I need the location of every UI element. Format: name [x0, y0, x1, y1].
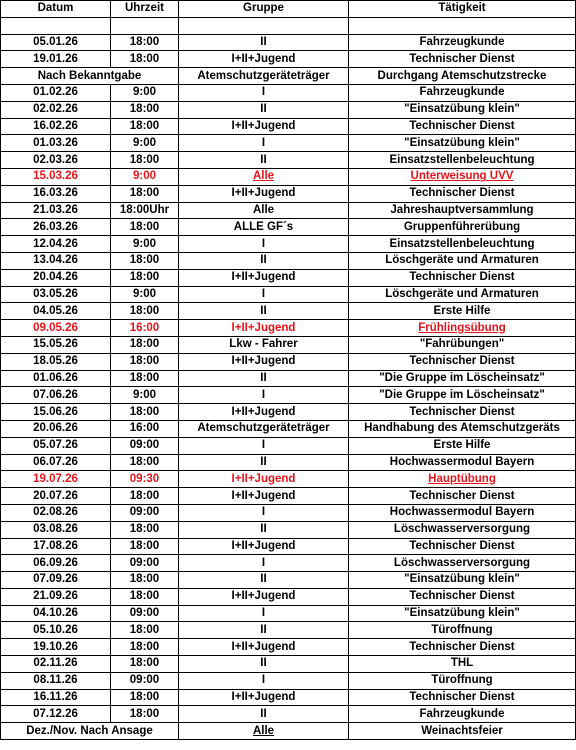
activity-cell: Gruppenführerübung [349, 219, 576, 236]
empty-cell [179, 17, 349, 34]
table-row [1, 252, 576, 269]
date-cell: 03.05.26 [1, 286, 111, 303]
date-cell: 01.03.26 [1, 135, 111, 152]
empty-cell [1, 17, 111, 34]
activity-cell: Jahreshauptversammlung [349, 202, 576, 219]
group-cell: I+II+Jugend [179, 269, 349, 286]
table-row [1, 387, 576, 404]
date-cell: 02.03.26 [1, 152, 111, 169]
date-cell: 20.07.26 [1, 488, 111, 505]
group-cell: Lkw - Fahrer [179, 336, 349, 353]
date-cell: 06.07.26 [1, 454, 111, 471]
table-row [1, 303, 576, 320]
table-row [1, 723, 576, 740]
table-row [1, 320, 576, 337]
activity-cell: Löschgeräte und Armaturen [349, 286, 576, 303]
date-cell: 15.06.26 [1, 404, 111, 421]
activity-cell: Frühlingsübung [349, 320, 576, 337]
group-cell: I+II+Jugend [179, 320, 349, 337]
group-cell: ALLE GF´s [179, 219, 349, 236]
table-row [1, 101, 576, 118]
activity-cell: Hochwassermodul Bayern [349, 454, 576, 471]
date-cell: 08.11.26 [1, 672, 111, 689]
group-cell: Atemschutzgeräteträger [179, 420, 349, 437]
date-cell: 03.08.26 [1, 521, 111, 538]
date-cell: 05.01.26 [1, 34, 111, 51]
time-cell: 18:00 [111, 252, 179, 269]
time-cell: 9:00 [111, 387, 179, 404]
activity-cell: Hochwassermodul Bayern [349, 504, 576, 521]
time-cell: 18:00 [111, 101, 179, 118]
table-row [1, 605, 576, 622]
time-cell: 18:00 [111, 538, 179, 555]
activity-cell: "Die Gruppe im Löscheinsatz" [349, 370, 576, 387]
table-row [1, 68, 576, 85]
date-cell: 13.04.26 [1, 252, 111, 269]
time-cell: 09:00 [111, 504, 179, 521]
table-row [1, 639, 576, 656]
table-row [1, 420, 576, 437]
time-cell: 18:00 [111, 152, 179, 169]
table-row [1, 286, 576, 303]
activity-cell: Technischer Dienst [349, 269, 576, 286]
date-cell: 01.02.26 [1, 84, 111, 101]
date-cell: Dez./Nov. Nach Ansage [1, 723, 179, 740]
activity-cell: Technischer Dienst [349, 689, 576, 706]
empty-row [1, 17, 576, 34]
group-cell: I [179, 135, 349, 152]
date-cell: 20.04.26 [1, 269, 111, 286]
time-cell: 18:00 [111, 185, 179, 202]
table-row [1, 555, 576, 572]
time-cell: 18:00 [111, 336, 179, 353]
group-cell: I [179, 605, 349, 622]
activity-cell: Fahrzeugkunde [349, 706, 576, 723]
activity-cell: Durchgang Atemschutzstrecke [349, 68, 576, 85]
date-cell: 05.10.26 [1, 622, 111, 639]
activity-cell: Technischer Dienst [349, 353, 576, 370]
group-cell: I [179, 555, 349, 572]
date-cell: 02.02.26 [1, 101, 111, 118]
time-cell: 18:00 [111, 404, 179, 421]
table-row [1, 51, 576, 68]
date-cell: 21.09.26 [1, 588, 111, 605]
activity-cell: Technischer Dienst [349, 51, 576, 68]
group-cell: I+II+Jugend [179, 185, 349, 202]
activity-cell: "Einsatzübung klein" [349, 572, 576, 589]
group-cell: I+II+Jugend [179, 404, 349, 421]
group-cell: II [179, 252, 349, 269]
date-cell: 07.09.26 [1, 572, 111, 589]
table-row [1, 185, 576, 202]
date-cell: 15.05.26 [1, 336, 111, 353]
time-cell: 09:00 [111, 437, 179, 454]
time-cell: 9:00 [111, 236, 179, 253]
time-cell: 18:00 [111, 353, 179, 370]
time-cell: 18:00 [111, 303, 179, 320]
date-cell: 12.04.26 [1, 236, 111, 253]
date-cell: 16.03.26 [1, 185, 111, 202]
table-row [1, 622, 576, 639]
group-cell: I [179, 387, 349, 404]
time-cell: 18:00 [111, 269, 179, 286]
table-row [1, 672, 576, 689]
time-cell: 09:30 [111, 471, 179, 488]
table-row [1, 202, 576, 219]
activity-cell: Fahrzeugkunde [349, 34, 576, 51]
group-cell: I+II+Jugend [179, 538, 349, 555]
activity-cell: Löschwasserversorgung [349, 555, 576, 572]
group-cell: I [179, 437, 349, 454]
date-cell: Nach Bekanntgabe [1, 68, 179, 85]
header-uhrzeit: Uhrzeit [111, 1, 179, 18]
table-row [1, 236, 576, 253]
group-cell: II [179, 656, 349, 673]
table-row [1, 152, 576, 169]
group-cell: I [179, 286, 349, 303]
date-cell: 20.06.26 [1, 420, 111, 437]
activity-cell: "Die Gruppe im Löscheinsatz" [349, 387, 576, 404]
group-cell: Atemschutzgeräteträger [179, 68, 349, 85]
group-cell: I+II+Jugend [179, 471, 349, 488]
table-row [1, 336, 576, 353]
activity-cell: Technischer Dienst [349, 639, 576, 656]
activity-cell: "Einsatzübung klein" [349, 605, 576, 622]
date-cell: 19.10.26 [1, 639, 111, 656]
time-cell: 18:00Uhr [111, 202, 179, 219]
table-row [1, 706, 576, 723]
table-row [1, 488, 576, 505]
activity-cell: Erste Hilfe [349, 437, 576, 454]
activity-cell: Löschgeräte und Armaturen [349, 252, 576, 269]
date-cell: 01.06.26 [1, 370, 111, 387]
activity-cell: "Einsatzübung klein" [349, 101, 576, 118]
group-cell: I+II+Jugend [179, 588, 349, 605]
activity-cell: Löschwasserversorgung [349, 521, 576, 538]
time-cell: 09:00 [111, 672, 179, 689]
time-cell: 09:00 [111, 605, 179, 622]
time-cell: 18:00 [111, 219, 179, 236]
group-cell: I+II+Jugend [179, 51, 349, 68]
date-cell: 05.07.26 [1, 437, 111, 454]
group-cell: I [179, 504, 349, 521]
activity-cell: THL [349, 656, 576, 673]
table-row [1, 219, 576, 236]
header-taetigkeit: Tätigkeit [349, 1, 576, 18]
group-cell: II [179, 370, 349, 387]
table-row [1, 370, 576, 387]
table-row [1, 118, 576, 135]
table-row [1, 471, 576, 488]
date-cell: 04.10.26 [1, 605, 111, 622]
time-cell: 9:00 [111, 286, 179, 303]
group-cell: Alle [179, 168, 349, 185]
date-cell: 07.06.26 [1, 387, 111, 404]
table-row [1, 34, 576, 51]
time-cell: 18:00 [111, 370, 179, 387]
table-row [1, 656, 576, 673]
header-datum: Datum [1, 1, 111, 18]
table-row [1, 404, 576, 421]
activity-cell: Technischer Dienst [349, 118, 576, 135]
group-cell: II [179, 521, 349, 538]
time-cell: 16:00 [111, 320, 179, 337]
date-cell: 15.03.26 [1, 168, 111, 185]
activity-cell: Türoffnung [349, 622, 576, 639]
group-cell: II [179, 303, 349, 320]
group-cell: II [179, 34, 349, 51]
activity-cell: Fahrzeugkunde [349, 84, 576, 101]
date-cell: 16.02.26 [1, 118, 111, 135]
time-cell: 18:00 [111, 656, 179, 673]
activity-cell: Technischer Dienst [349, 404, 576, 421]
table-row [1, 84, 576, 101]
time-cell: 18:00 [111, 51, 179, 68]
activity-cell: Technischer Dienst [349, 488, 576, 505]
empty-cell [111, 17, 179, 34]
table-row [1, 538, 576, 555]
date-cell: 18.05.26 [1, 353, 111, 370]
date-cell: 02.08.26 [1, 504, 111, 521]
table-row [1, 168, 576, 185]
activity-cell: "Fahrübungen" [349, 336, 576, 353]
time-cell: 18:00 [111, 639, 179, 656]
schedule-body [1, 17, 576, 739]
table-row [1, 454, 576, 471]
header-row [1, 1, 576, 18]
group-cell: I [179, 672, 349, 689]
table-row [1, 353, 576, 370]
time-cell: 18:00 [111, 689, 179, 706]
group-cell: II [179, 622, 349, 639]
date-cell: 16.11.26 [1, 689, 111, 706]
date-cell: 26.03.26 [1, 219, 111, 236]
group-cell: I+II+Jugend [179, 639, 349, 656]
time-cell: 18:00 [111, 454, 179, 471]
table-row [1, 135, 576, 152]
header-gruppe: Gruppe [179, 1, 349, 18]
time-cell: 18:00 [111, 488, 179, 505]
empty-cell [349, 17, 576, 34]
activity-cell: Unterweisung UVV [349, 168, 576, 185]
activity-cell: Technischer Dienst [349, 185, 576, 202]
table-row [1, 521, 576, 538]
activity-cell: Weinachtsfeier [349, 723, 576, 740]
table-row [1, 269, 576, 286]
time-cell: 18:00 [111, 622, 179, 639]
group-cell: II [179, 572, 349, 589]
activity-cell: Handhabung des Atemschutzgeräts [349, 420, 576, 437]
activity-cell: Türoffnung [349, 672, 576, 689]
time-cell: 09:00 [111, 555, 179, 572]
table-row [1, 572, 576, 589]
time-cell: 18:00 [111, 706, 179, 723]
date-cell: 02.11.26 [1, 656, 111, 673]
time-cell: 18:00 [111, 34, 179, 51]
group-cell: I+II+Jugend [179, 353, 349, 370]
activity-cell: Hauptübung [349, 471, 576, 488]
group-cell: II [179, 454, 349, 471]
date-cell: 09.05.26 [1, 320, 111, 337]
date-cell: 07.12.26 [1, 706, 111, 723]
date-cell: 21.03.26 [1, 202, 111, 219]
table-row [1, 588, 576, 605]
activity-cell: Technischer Dienst [349, 588, 576, 605]
activity-cell: "Einsatzübung klein" [349, 135, 576, 152]
time-cell: 9:00 [111, 168, 179, 185]
table-row [1, 504, 576, 521]
time-cell: 16:00 [111, 420, 179, 437]
date-cell: 19.07.26 [1, 471, 111, 488]
activity-cell: Einsatzstellenbeleuchtung [349, 236, 576, 253]
time-cell: 9:00 [111, 84, 179, 101]
group-cell: Alle [179, 202, 349, 219]
table-row [1, 689, 576, 706]
time-cell: 9:00 [111, 135, 179, 152]
time-cell: 18:00 [111, 588, 179, 605]
group-cell: Alle [179, 723, 349, 740]
activity-cell: Einsatzstellenbeleuchtung [349, 152, 576, 169]
group-cell: II [179, 706, 349, 723]
group-cell: I+II+Jugend [179, 488, 349, 505]
group-cell: II [179, 101, 349, 118]
date-cell: 04.05.26 [1, 303, 111, 320]
date-cell: 17.08.26 [1, 538, 111, 555]
group-cell: II [179, 152, 349, 169]
group-cell: I [179, 236, 349, 253]
activity-cell: Erste Hilfe [349, 303, 576, 320]
time-cell: 18:00 [111, 521, 179, 538]
table-row [1, 437, 576, 454]
group-cell: I+II+Jugend [179, 689, 349, 706]
date-cell: 19.01.26 [1, 51, 111, 68]
activity-cell: Technischer Dienst [349, 538, 576, 555]
time-cell: 18:00 [111, 572, 179, 589]
group-cell: I [179, 84, 349, 101]
time-cell: 18:00 [111, 118, 179, 135]
date-cell: 06.09.26 [1, 555, 111, 572]
group-cell: I+II+Jugend [179, 118, 349, 135]
